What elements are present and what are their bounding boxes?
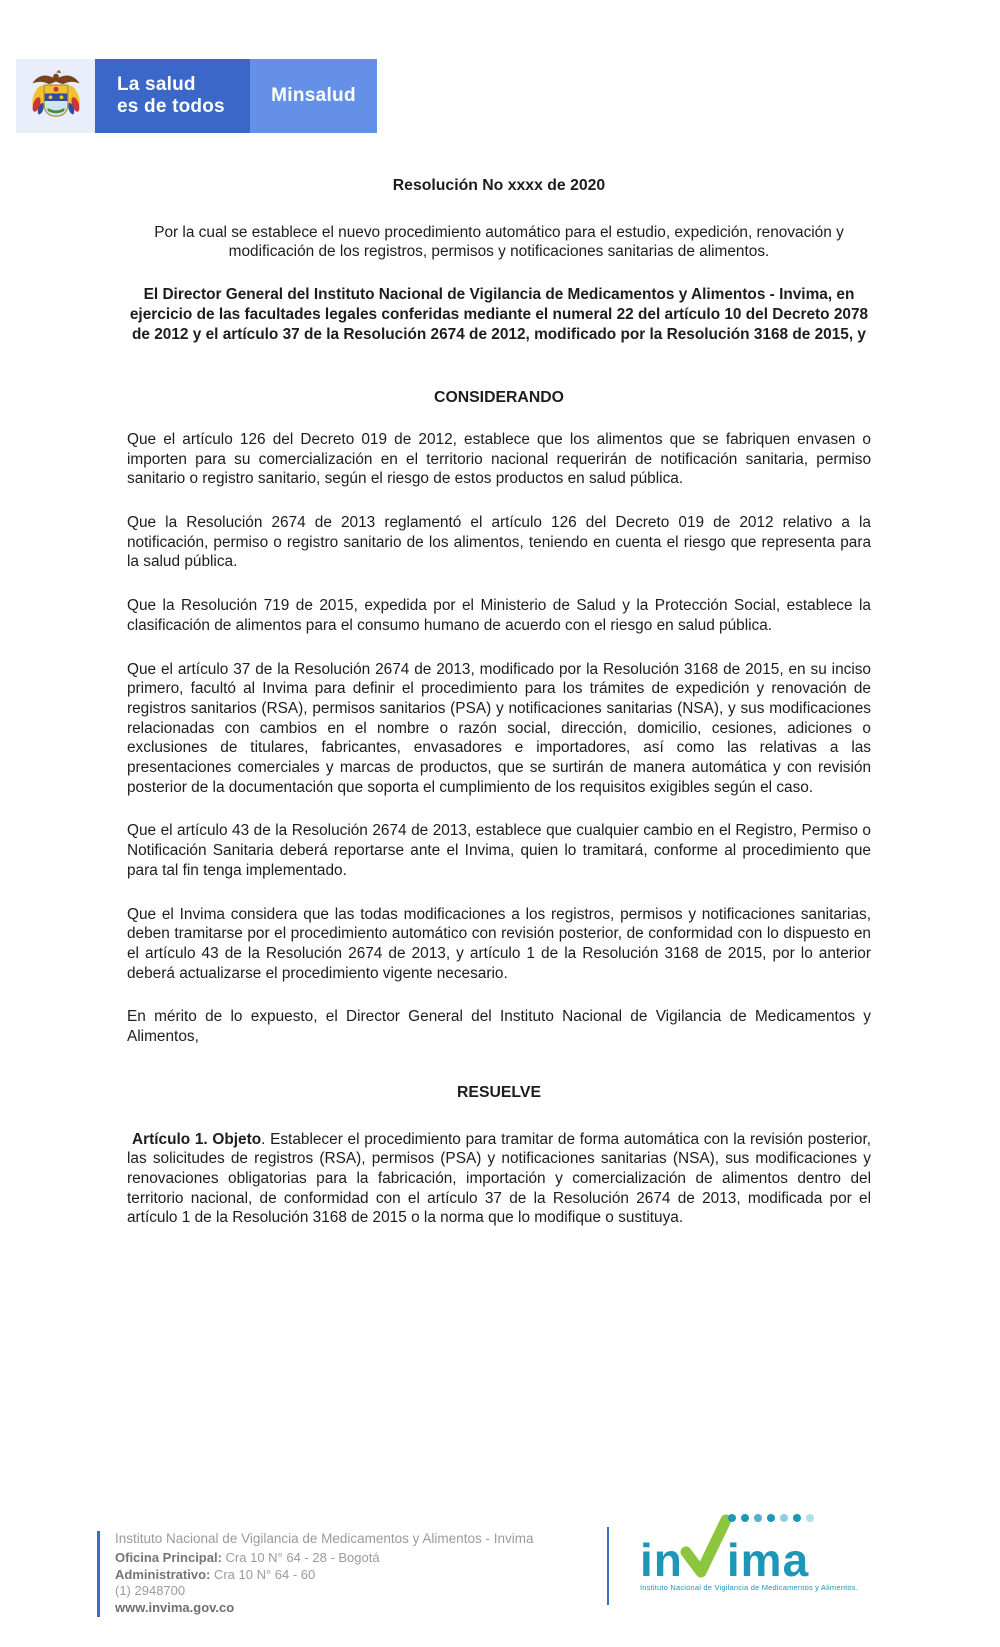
considerando-paragraph-5: Que el artículo 43 de la Resolución 2674 de 2013, establece que cualquier cambio en el Registro, Permiso o Notificación Sanitaria deberá reportarse ante el Invima, quien lo tramitará, conforme al procedimiento que para tal fin tenga implementado. [127,822,871,879]
considerando-paragraph-3: Que la Resolución 719 de 2015, expedida por el Ministerio de Salud y la Protección Social, establece la clasificación de alimentos para el consumo humano de acuerdo con el riesgo en salud pública. [127,597,871,634]
considerando-paragraph-7: En mérito de lo expuesto, el Director General del Instituto Nacional de Vigilancia de Medicamentos y Alimentos, [127,1008,871,1046]
articulo-1-paragraph [127,1130,871,1229]
considerando-heading: CONSIDERANDO [434,389,564,407]
invima-wordmark-left: in [640,1534,683,1587]
considerando-paragraph-2: Que la Resolución 2674 de 2013 reglamentó el artículo 126 del Decreto 019 de 2012 relativo a la notificación, permiso o registro sanitario de los alimentos, teniendo en cuenta el riesgo que representa para la salud pública. [127,514,871,571]
colombia-coat-of-arms-box [16,59,95,133]
document-content [127,176,871,1228]
colombia-coat-of-arms-icon [29,67,83,125]
header-tagline [95,59,250,133]
footer-office-line [115,1550,533,1567]
considerando-paragraph-1: Que el artículo 126 del Decreto 019 de 2012, establece que los alimentos que se fabriquen envasen o importen para su comercialización en el territorio nacional requerirán de notificación sanitaria, permiso sanitario o registro sanitario, según el riesgo de estos productos en salud pública. [127,430,871,488]
considerando-paragraph-4: Que el artículo 37 de la Resolución 2674 de 2013, modificado por la Resolución 3168 de 2015, en su inciso primero, facultó al Invima para definir el procedimiento para los trámites de expedición y renovación de registros sanitarios (RSA), permisos sanitarios (PSA) y notificaciones sanitarias (NSA), y sus modificaciones relacionadas con cambios en el nombre o razón social, dirección, domicilio, cesiones, adiciones o exclusiones de titulares, fabricantes, envasadores e importadores, así como las relativas a las presentaciones comerciales y marcas de productos, que se surtirán de manera automática y con revisión posterior de la documentación que soporta el cumplimiento de los requisitos exigibles según el caso. [127,660,871,796]
footer-phone: (1) 2948700 [115,1583,186,1599]
footer-admin-line [115,1567,533,1584]
resuelve-heading: RESUELVE [457,1083,541,1101]
considerando-paragraph-6: Que el Invima considera que las todas modificaciones a los registros, permisos y notificaciones sanitarias, deben tramitarse por el procedimiento automático con revisión posterior, de conformidad con lo dispuesto en el artículo 43 de la Resolución 2674 de 2013, y artículo 1 de la Resolución 3168 de 2015, por lo anterior deberá actualizarse el procedimiento vigente necesario. [127,905,871,982]
footer-admin-value: Cra 10 N° 64 - 60 [210,1566,316,1582]
footer-divider [607,1527,609,1605]
invima-wordmark-right: ima [726,1534,810,1587]
resolution-subtitle: Por la cual se establece el nuevo procedimiento automático para el estudio, expedición, renovación y modificación de los registros, permisos y notificaciones sanitarias de alimentos. [154,223,844,261]
authority-paragraph: El Director General del Instituto Nacional de Vigilancia de Medicamentos y Alimentos - Invima, en ejercicio de las facultades legales conferidas mediante el numeral 22 del artículo 10 del Decreto 2078 de 2012 y el artículo 37 de la Resolución 2674 de 2012, modificado por la Resolución 3168 de 2015, y [129,286,869,343]
footer-website-link[interactable]: www.invima.gov.co [115,1600,235,1616]
invima-logo [640,1508,859,1592]
resolution-title: Resolución No xxxx de 2020 [392,177,606,194]
footer-office-label: Oficina Principal: [115,1549,222,1565]
invima-tagline: Instituto Nacional de Vigilancia de Medicamentos y Alimentos. [640,1583,859,1592]
footer-contact-block [97,1531,533,1617]
invima-checkmark-icon [679,1514,733,1578]
invima-logo-dots-icon [728,1514,814,1522]
footer-institution: Instituto Nacional de Vigilancia de Medicamentos y Alimentos - Invima [115,1531,534,1546]
articulo-1-body: . Establecer el procedimiento para tramitar de forma automática con la revisión posterior, las solicitudes de registros (RSA), permisos (PSA) y notificaciones sanitarias (NSA), sus modificaciones y renovaciones obligatorias para la fabricación, importación y comercialización de alimentos dentro del territorio nacional, de conformidad con el artículo 37 de la Resolución 2674 de 2013, modificada por el artículo 1 de la Resolución 3168 de 2015 o la norma que lo modifique o sustituya. [127,1130,872,1227]
minsalud-brand: Minsalud [250,59,377,133]
footer-admin-label: Administrativo: [115,1566,211,1582]
header-tagline-line2: es de todos [117,96,225,117]
articulo-1-label: Artículo 1. Objeto [132,1130,262,1148]
minsalud-header-logo [16,59,377,133]
footer-office-value: Cra 10 N° 64 - 28 - Bogotá [221,1549,380,1565]
header-tagline-line1: La salud [117,74,196,95]
